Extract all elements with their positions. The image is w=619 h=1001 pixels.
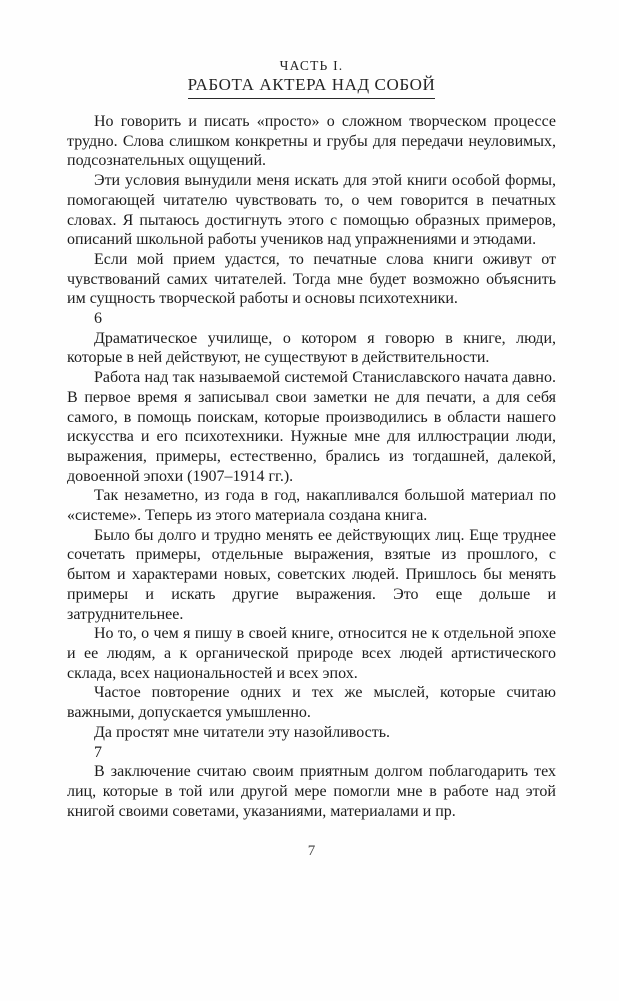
body-text [67,112,556,821]
page-number: 7 [307,843,316,860]
paragraph: Эти условия вынудили меня искать для этой книги особой формы, помогающей читателю чувствовать то, о чем говорится в печатных словах. Я пытаюсь достигнуть этого с помощью образных примеров, описаний школьной работы учеников над упражнениями и этюдами. [67,172,556,249]
section-number-7: 7 [94,743,102,761]
paragraph: Да простят мне читатели эту назойливость. [94,723,391,741]
paragraph: Так незаметно, из года в год, накапливался большой материал по «системе». Теперь из этого материала создана книга. [67,487,556,525]
paragraph: Частое повторение одних и тех же мыслей, которые считаю важными, допускается умышленно. [67,684,556,722]
paragraph: В заключение считаю своим приятным долгом поблагодарить тех лиц, которые в той или другой мере помогли мне в работе над этой книгой своими советами, указаниями, материалами и пр. [67,763,556,820]
paragraph: Работа над так называемой системой Станиславского начата давно. В первое время я записывал свои заметки не для печати, а для себя самого, в помощь поискам, которые производились в области нашего искусства и его психотехники. Нужные мне для иллюстрации люди, выражения, примеры, естественно, брались из тогдашней, далекой, довоенной эпохи (1907–1914 гг.). [67,369,556,485]
page-title: РАБОТА АКТЕРА НАД СОБОЙ [188,75,436,99]
paragraph: Если мой прием удастся, то печатные слова книги оживут от чувствований самих читателей. Тогда мне будет возможно объяснить им сущность творческой работы и основы психотехники. [67,250,556,308]
paragraph: Но то, о чем я пишу в своей книге, относится не к отдельной эпохе и ее людям, а к органической природе всех людей артистического склада, всех национальностей и всех эпох. [67,625,556,682]
paragraph: Драматическое училище, о котором я говорю в книге, люди, которые в ней действуют, не существуют в действительности. [67,329,556,367]
part-label: ЧАСТЬ I. [279,58,344,73]
section-number-6: 6 [94,310,102,328]
paragraph: Но говорить и писать «просто» о сложном творческом процессе трудно. Слова слишком конкретны и грубы для передачи неуловимых, подсознательных ощущений. [67,113,556,170]
paragraph: Было бы долго и трудно менять ее действующих лиц. Еще труднее сочетать примеры, отдельные выражения, взятые из прошлого, с бытом и характерами новых, советских людей. Пришлось бы менять примеры и искать другие выражения. Это еще дольше и затруднительнее. [67,526,556,623]
page-header [67,57,556,99]
